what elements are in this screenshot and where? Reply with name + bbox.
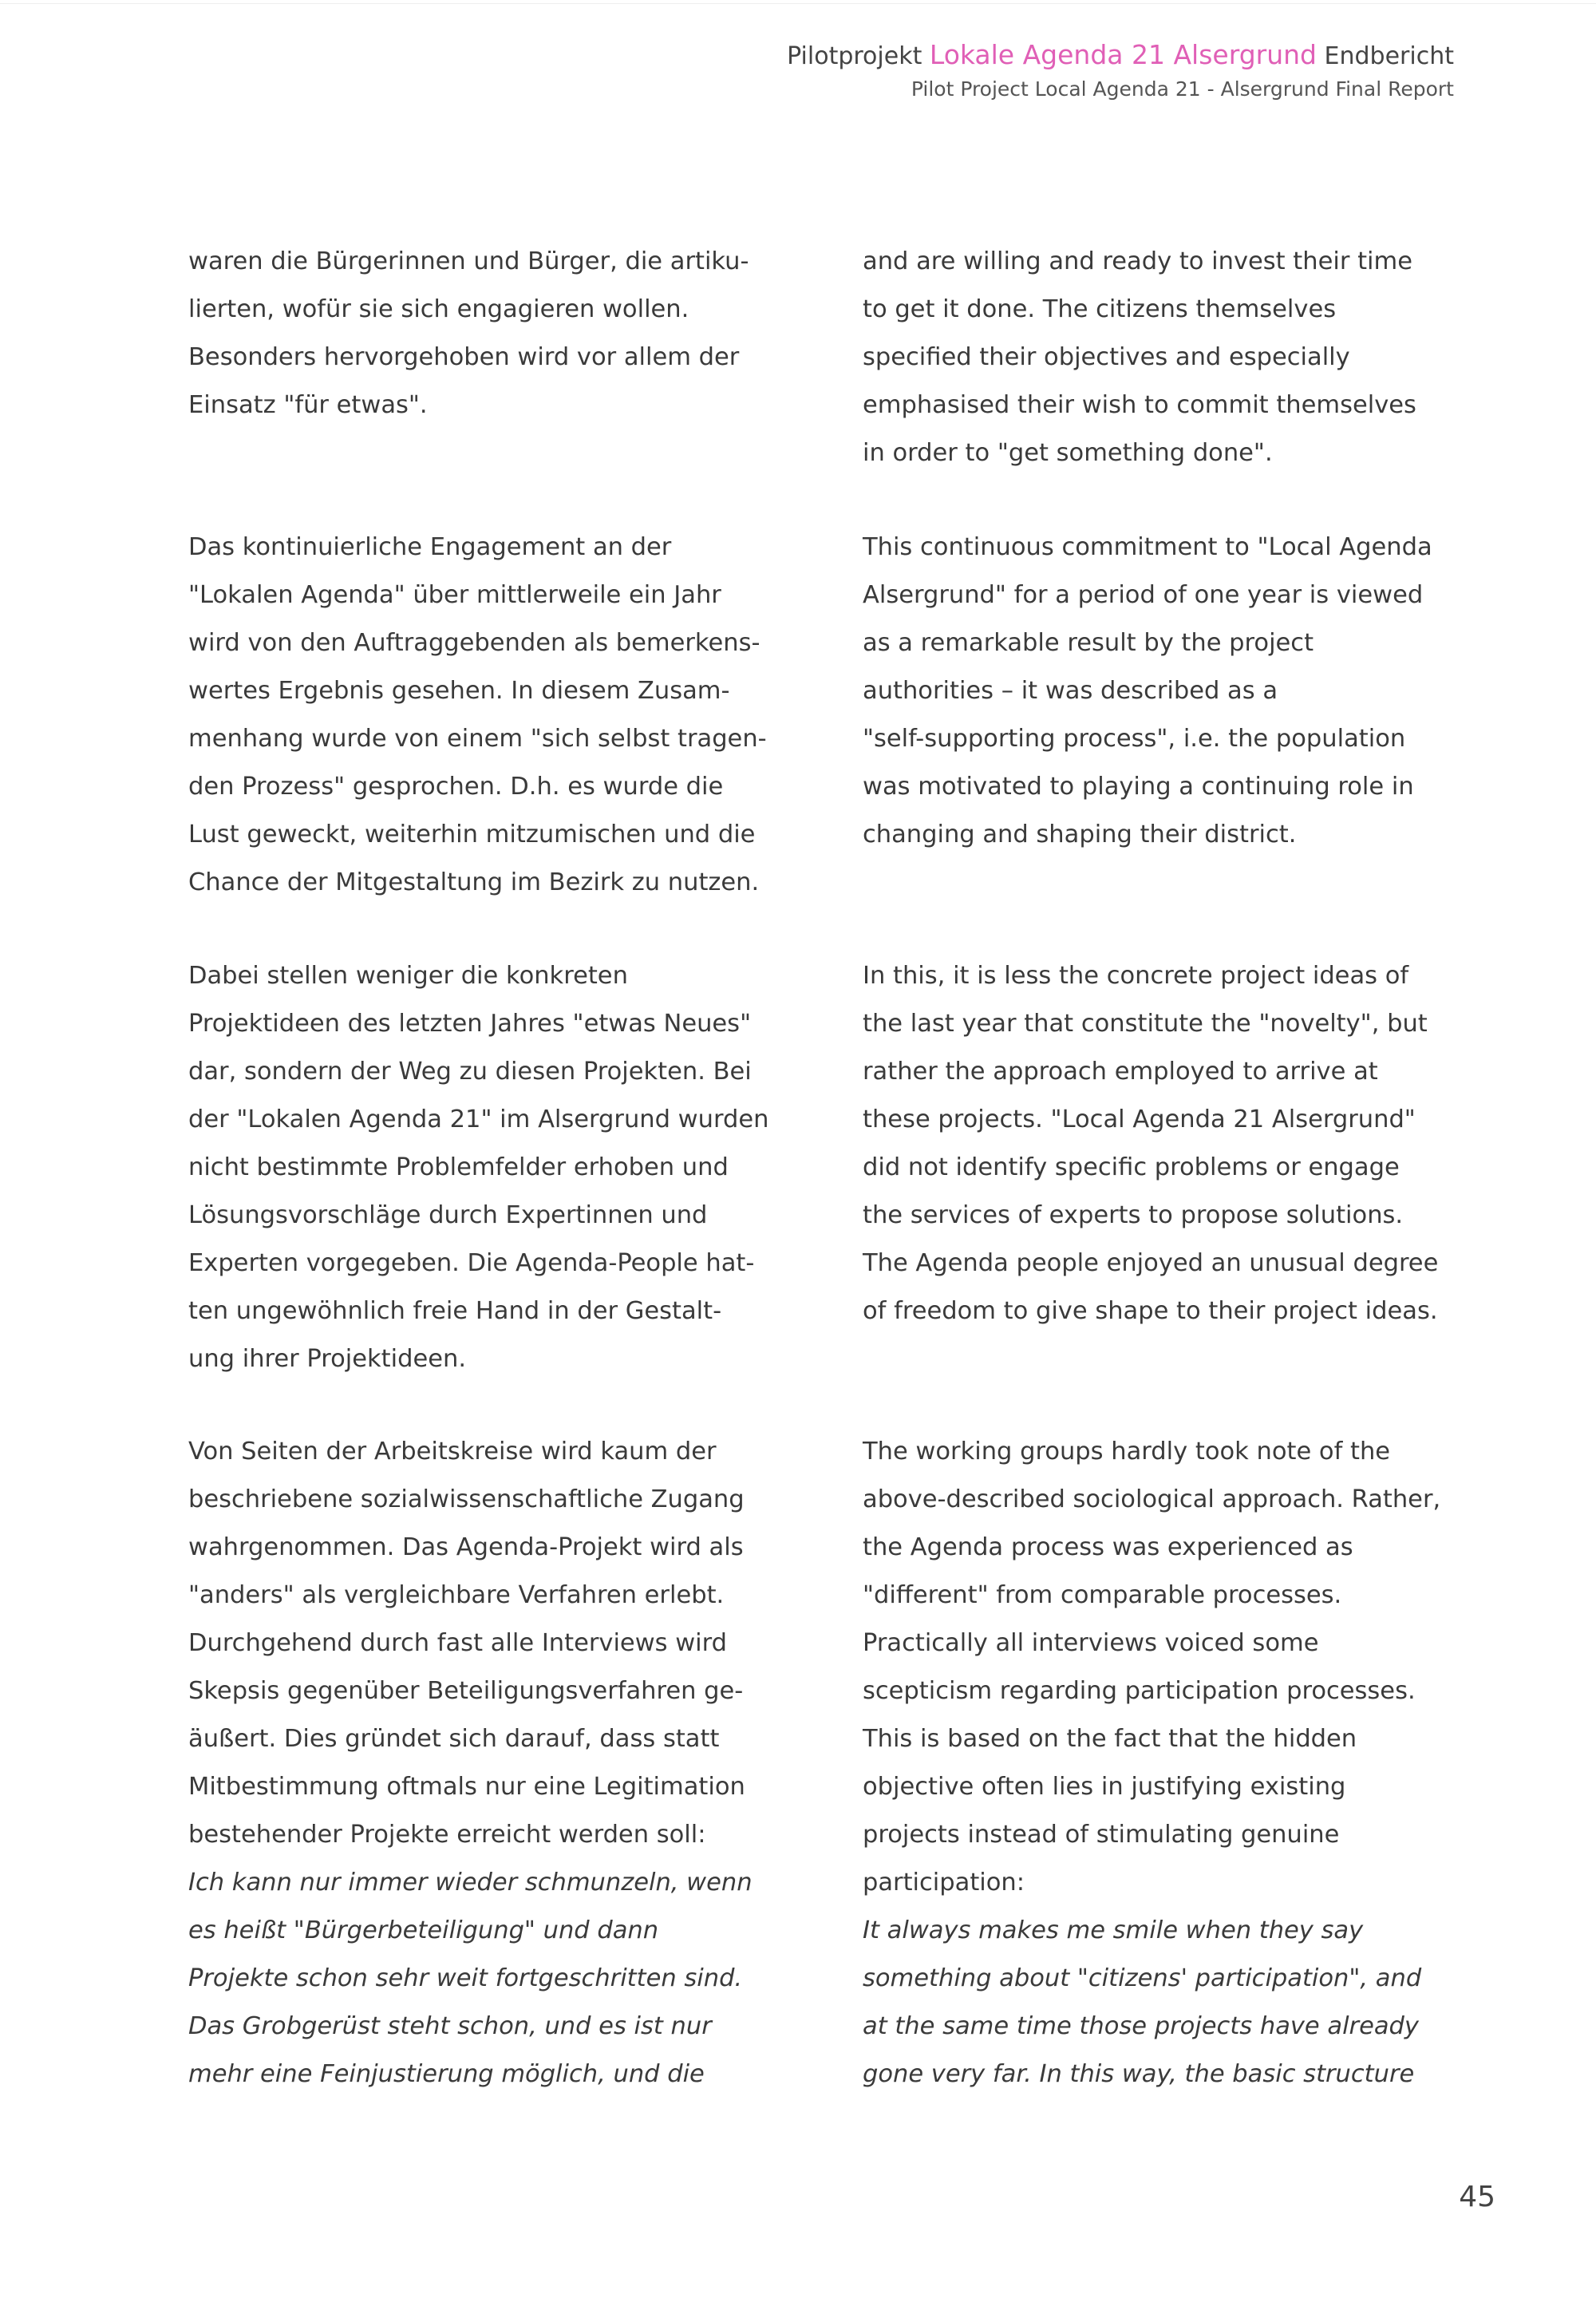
- text-line: der "Lokalen Agenda 21" im Alsergrund wurden: [188, 1106, 769, 1133]
- quote-line: Das Grobgerüst steht schon, und es ist nur: [188, 2012, 712, 2040]
- running-header: [787, 37, 1454, 104]
- text-line: The Agenda people enjoyed an unusual degree: [863, 1249, 1439, 1277]
- text-line: as a remarkable result by the project: [863, 629, 1314, 657]
- text-line: authorities – it was described as a: [863, 677, 1278, 705]
- paragraph-en-3: [863, 952, 1469, 1335]
- quote-line: It always makes me smile when they say: [863, 1916, 1364, 1944]
- quote-line: Projekte schon sehr weit fortgeschritten sind.: [188, 1964, 743, 1992]
- text-line: Das kontinuierliche Engagement an der: [188, 533, 672, 561]
- text-line: did not identify specific problems or engage: [863, 1153, 1400, 1181]
- paragraph-en-2: [863, 524, 1469, 859]
- text-line: Durchgehend durch fast alle Interviews wird: [188, 1629, 728, 1657]
- page-number: 45: [1459, 2181, 1495, 2213]
- text-line: of freedom to give shape to their project ideas.: [863, 1297, 1438, 1325]
- text-line: specified their objectives and especially: [863, 343, 1350, 371]
- text-line: the services of experts to propose solutions.: [863, 1201, 1404, 1229]
- text-line: "Lokalen Agenda" über mittlerweile ein Jahr: [188, 581, 721, 609]
- text-line: in order to "get something done".: [863, 439, 1273, 467]
- text-line: and are willing and ready to invest their time: [863, 247, 1412, 275]
- text-line: emphasised their wish to commit themselves: [863, 391, 1416, 419]
- text-line: projects instead of stimulating genuine: [863, 1821, 1340, 1849]
- text-line: wird von den Auftraggebenden als bemerkens-: [188, 629, 760, 657]
- text-line: bestehender Projekte erreicht werden soll:: [188, 1821, 706, 1849]
- text-line: Besonders hervorgehoben wird vor allem der: [188, 343, 740, 371]
- text-line: these projects. "Local Agenda 21 Alsergrund": [863, 1106, 1416, 1133]
- text-line: Experten vorgegeben. Die Agenda-People hat-: [188, 1249, 755, 1277]
- text-line: Skepsis gegenüber Beteiligungsverfahren ge-: [188, 1677, 744, 1705]
- text-line: participation:: [863, 1869, 1025, 1897]
- paragraph-de-4: [188, 1428, 795, 2098]
- text-line: Dabei stellen weniger die konkreten: [188, 962, 628, 990]
- header-prefix: Pilotprojekt: [787, 42, 922, 70]
- text-line: changing and shaping their district.: [863, 821, 1297, 848]
- quote-line: something about "citizens' participation", and: [863, 1964, 1422, 1992]
- text-line: to get it done. The citizens themselves: [863, 295, 1337, 323]
- top-edge-rule: [0, 3, 1596, 4]
- text-line: beschriebene sozialwissenschaftliche Zugang: [188, 1485, 745, 1513]
- header-subtitle: Pilot Project Local Agenda 21 - Alsergrund Final Report: [911, 77, 1454, 101]
- paragraph-de-1: [188, 238, 795, 429]
- paragraph-de-3: [188, 952, 795, 1383]
- text-line: Mitbestimmung oftmals nur eine Legitimation: [188, 1773, 745, 1801]
- paragraph-en-4: [863, 1428, 1469, 2098]
- quote-line: Ich kann nur immer wieder schmunzeln, wenn: [188, 1869, 753, 1897]
- text-line: "anders" als vergleichbare Verfahren erlebt.: [188, 1581, 725, 1609]
- paragraph-en-1: [863, 238, 1469, 477]
- text-line: This is based on the fact that the hidden: [863, 1725, 1357, 1753]
- text-line: ung ihrer Projektideen.: [188, 1345, 467, 1373]
- text-line: menhang wurde von einem "sich selbst tragen-: [188, 725, 767, 753]
- text-line: Alsergrund" for a period of one year is viewed: [863, 581, 1424, 609]
- header-title: [787, 37, 1454, 75]
- text-line: the Agenda process was experienced as: [863, 1533, 1353, 1561]
- text-line: dar, sondern der Weg zu diesen Projekten. Bei: [188, 1058, 752, 1086]
- text-line: was motivated to playing a continuing role in: [863, 773, 1414, 801]
- paragraph-de-2: [188, 524, 795, 907]
- header-suffix: Endbericht: [1324, 42, 1454, 70]
- text-line: Lösungsvorschläge durch Expertinnen und: [188, 1201, 708, 1229]
- text-line: This continuous commitment to "Local Agenda: [863, 533, 1432, 561]
- text-line: ten ungewöhnlich freie Hand in der Gestalt-: [188, 1297, 722, 1325]
- quote-line: gone very far. In this way, the basic structure: [863, 2060, 1415, 2088]
- text-line: Einsatz "für etwas".: [188, 391, 428, 419]
- header-project-name: Lokale Agenda 21 Alsergrund: [929, 39, 1317, 70]
- text-line: nicht bestimmte Problemfelder erhoben und: [188, 1153, 729, 1181]
- text-line: objective often lies in justifying existing: [863, 1773, 1346, 1801]
- text-line: Practically all interviews voiced some: [863, 1629, 1319, 1657]
- text-line: the last year that constitute the "novelty", but: [863, 1010, 1428, 1038]
- text-line: den Prozess" gesprochen. D.h. es wurde die: [188, 773, 724, 801]
- text-line: Lust geweckt, weiterhin mitzumischen und die: [188, 821, 756, 848]
- text-line: "self-supporting process", i.e. the population: [863, 725, 1406, 753]
- quote-line: at the same time those projects have already: [863, 2012, 1419, 2040]
- text-line: In this, it is less the concrete project ideas of: [863, 962, 1409, 990]
- text-line: scepticism regarding participation processes.: [863, 1677, 1416, 1705]
- text-line: Projektideen des letzten Jahres "etwas Neues": [188, 1010, 752, 1038]
- text-line: Chance der Mitgestaltung im Bezirk zu nutzen.: [188, 868, 760, 896]
- text-line: wahrgenommen. Das Agenda-Projekt wird als: [188, 1533, 744, 1561]
- text-line: above-described sociological approach. Rather,: [863, 1485, 1441, 1513]
- text-line: wertes Ergebnis gesehen. In diesem Zusam-: [188, 677, 730, 705]
- text-line: lierten, wofür sie sich engagieren wollen.: [188, 295, 689, 323]
- quote-line: es heißt "Bürgerbeteiligung" und dann: [188, 1916, 659, 1944]
- text-line: äußert. Dies gründet sich darauf, dass statt: [188, 1725, 720, 1753]
- text-line: rather the approach employed to arrive at: [863, 1058, 1378, 1086]
- quote-line: mehr eine Feinjustierung möglich, und die: [188, 2060, 705, 2088]
- text-line: The working groups hardly took note of the: [863, 1438, 1391, 1465]
- text-line: "different" from comparable processes.: [863, 1581, 1342, 1609]
- text-line: Von Seiten der Arbeitskreise wird kaum der: [188, 1438, 717, 1465]
- text-line: waren die Bürgerinnen und Bürger, die artiku-: [188, 247, 749, 275]
